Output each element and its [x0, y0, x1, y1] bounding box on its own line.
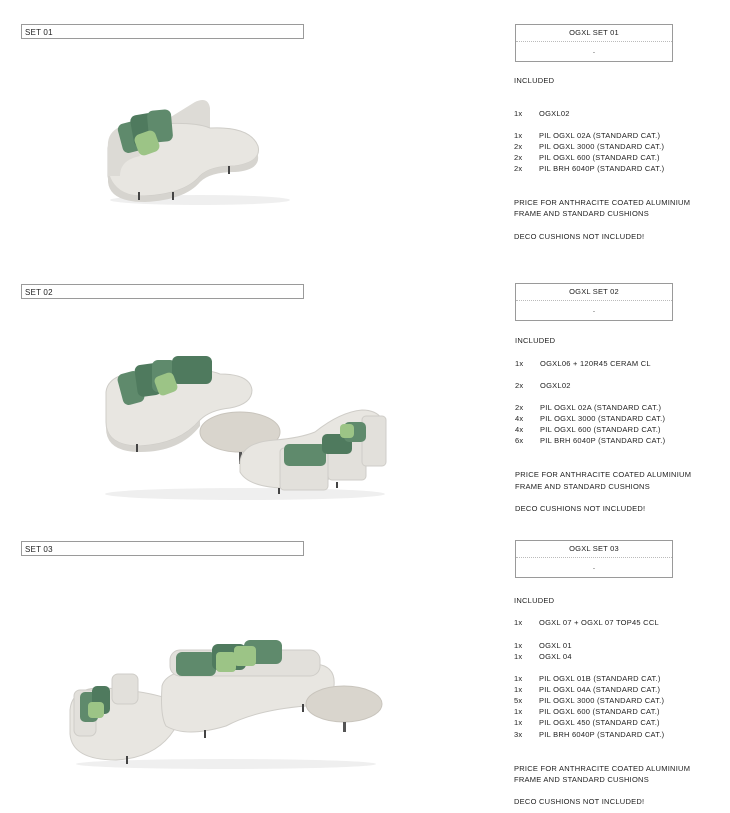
set-02-title: SET 02 [21, 284, 304, 299]
set-01-title: SET 01 [21, 24, 304, 39]
list-item: 2x OGXL02 [515, 381, 571, 390]
list-item: 4x PIL OGXL 3000 (STANDARD CAT.) [515, 414, 666, 423]
list-item: 1x OGXL06 + 120R45 CERAM CL [515, 359, 651, 368]
set-01-price-note-1: PRICE FOR ANTHRACITE COATED ALUMINIUM [514, 198, 691, 207]
list-item: 1x PIL OGXL 04A (STANDARD CAT.) [514, 685, 661, 694]
set-03-title: SET 03 [21, 541, 304, 556]
set-02-included-heading: INCLUDED [515, 336, 556, 345]
list-item: 3x PIL BRH 6040P (STANDARD CAT.) [514, 730, 665, 739]
set-03-price: . [592, 562, 596, 571]
list-item: 2x PIL OGXL 02A (STANDARD CAT.) [515, 403, 662, 412]
set-02-price: . [592, 305, 596, 314]
set-03-price-note-1: PRICE FOR ANTHRACITE COATED ALUMINIUM [514, 764, 691, 773]
set-03-price-box [515, 540, 673, 578]
list-item: 4x PIL OGXL 600 (STANDARD CAT.) [515, 425, 661, 434]
set-02-price-box [515, 283, 673, 321]
list-item: 5x PIL OGXL 3000 (STANDARD CAT.) [514, 696, 665, 705]
set-02-price-note-2: FRAME AND STANDARD CUSHIONS [515, 482, 650, 491]
list-item: 1x OGXL 07 + OGXL 07 TOP45 CCL [514, 618, 659, 627]
list-item: 1x PIL OGXL 01B (STANDARD CAT.) [514, 674, 661, 683]
set-01-deco-note: DECO CUSHIONS NOT INCLUDED! [514, 232, 645, 241]
set-03-price-note-2: FRAME AND STANDARD CUSHIONS [514, 775, 649, 784]
list-item: 1x PIL OGXL 02A (STANDARD CAT.) [514, 131, 661, 140]
set-01-price-note-2: FRAME AND STANDARD CUSHIONS [514, 209, 649, 218]
set-01-included-heading: INCLUDED [514, 76, 555, 85]
list-item: 2x PIL BRH 6040P (STANDARD CAT.) [514, 164, 665, 173]
list-item: 2x PIL OGXL 3000 (STANDARD CAT.) [514, 142, 665, 151]
set-01-price-box [515, 24, 673, 62]
list-item: 1x OGXL02 [514, 109, 570, 118]
list-item: 1x PIL OGXL 600 (STANDARD CAT.) [514, 707, 660, 716]
list-item: 1x OGXL 01 [514, 641, 572, 650]
set-03-included-heading: INCLUDED [514, 596, 555, 605]
list-item: 6x PIL BRH 6040P (STANDARD CAT.) [515, 436, 666, 445]
list-item: 1x PIL OGXL 450 (STANDARD CAT.) [514, 718, 660, 727]
set-01-product-image [100, 96, 300, 206]
list-item: 1x OGXL 04 [514, 652, 572, 661]
set-02-code: OGXL SET 02 [516, 284, 672, 301]
set-03-deco-note: DECO CUSHIONS NOT INCLUDED! [514, 797, 645, 806]
list-item: 2x PIL OGXL 600 (STANDARD CAT.) [514, 153, 660, 162]
set-01-price: . [592, 46, 596, 55]
set-03-code: OGXL SET 03 [516, 541, 672, 558]
set-03-product-image [66, 630, 386, 770]
set-02-price-note-1: PRICE FOR ANTHRACITE COATED ALUMINIUM [515, 470, 692, 479]
set-02-deco-note: DECO CUSHIONS NOT INCLUDED! [515, 504, 646, 513]
set-02-product-image [100, 352, 390, 502]
set-01-code: OGXL SET 01 [516, 25, 672, 42]
